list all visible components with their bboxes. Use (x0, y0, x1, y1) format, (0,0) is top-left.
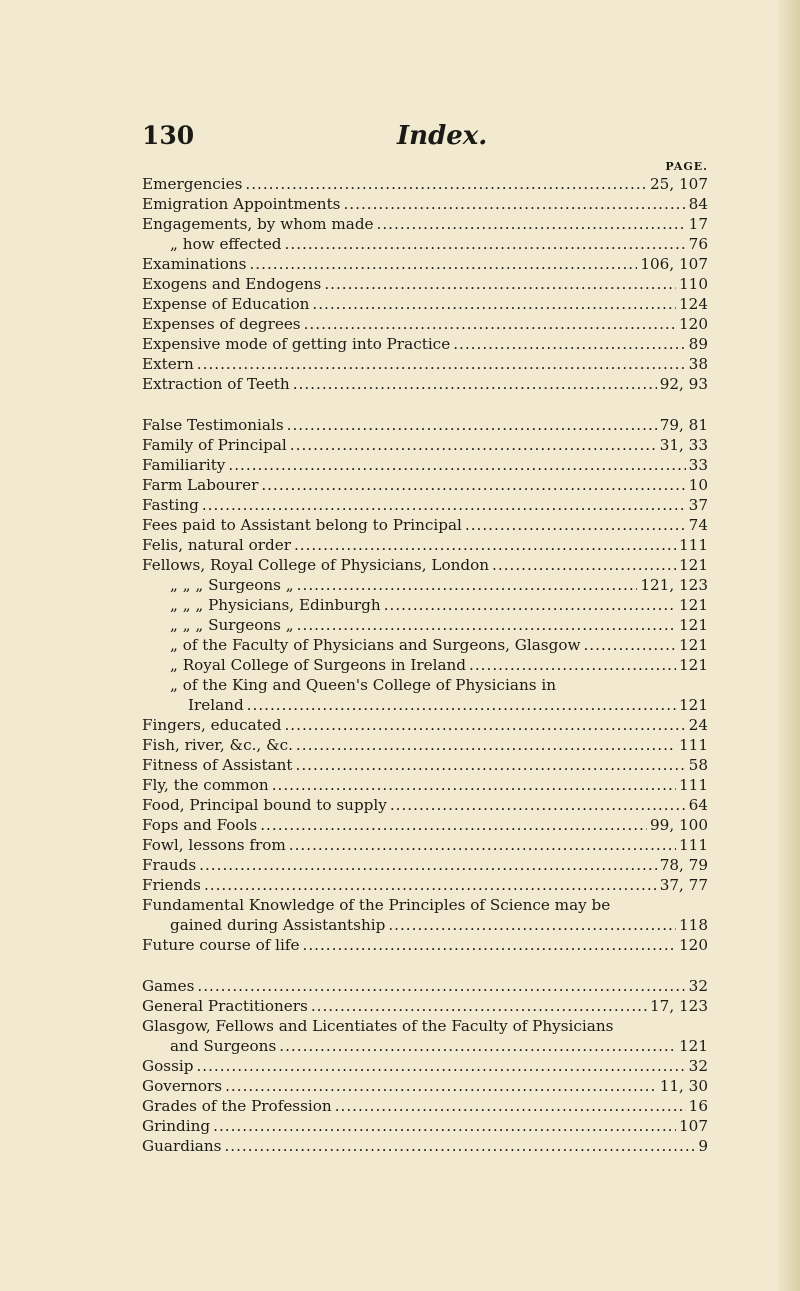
index-page-ref: 24 (688, 716, 708, 734)
index-entry-text: „ „ „ Surgeons „ (170, 576, 294, 594)
leader-dots (465, 515, 686, 535)
index-entry (142, 1116, 708, 1136)
leader-dots (384, 595, 676, 615)
index-entry (142, 715, 708, 735)
index-page-ref: 111 (679, 776, 708, 794)
index-entry-text: Grinding (142, 1117, 211, 1135)
index-entry (142, 855, 708, 875)
index-entry (142, 234, 708, 254)
index-page-ref: 121 (679, 556, 708, 574)
index-entry-text: Extraction of Teeth (142, 375, 290, 393)
index-entry-text: Gossip (142, 1057, 194, 1075)
leader-dots (290, 435, 657, 455)
index-entry-continuation: gained during Assistantship (170, 916, 386, 934)
index-entry (142, 374, 708, 394)
index-section (142, 976, 708, 1156)
index-entry-text: Fundamental Knowledge of the Principles of Science may be (142, 896, 611, 914)
leader-dots (224, 1136, 695, 1156)
leader-dots (204, 875, 657, 895)
index-entry-text: Food, Principal bound to supply (142, 796, 387, 814)
index-page-ref: 16 (688, 1097, 708, 1115)
index-entry (142, 455, 708, 475)
leader-dots (296, 755, 686, 775)
index-section (142, 415, 708, 955)
index-page-ref: 33 (688, 456, 708, 474)
leader-dots (294, 535, 676, 555)
index-entry (142, 735, 708, 755)
index-page-ref: 31, 33 (659, 436, 708, 454)
leader-dots (260, 815, 647, 835)
index-entry-text: Guardians (142, 1137, 222, 1155)
index-page-ref: 111 (679, 836, 708, 854)
index-entry (142, 835, 708, 855)
index-page-ref: 38 (688, 355, 708, 373)
index-entry-text: Examinations (142, 255, 247, 273)
index-entry-text: Friends (142, 876, 201, 894)
index-page-ref: 78, 79 (659, 856, 708, 874)
index-page-ref: 121 (679, 636, 708, 654)
index-page-ref: 121 (679, 1037, 708, 1055)
index-entry-text: Fingers, educated (142, 716, 282, 734)
index-page-ref: 92, 93 (659, 375, 708, 393)
index-page-ref: 74 (688, 516, 708, 534)
index-entry (142, 775, 708, 795)
index-page-ref: 121 (679, 696, 708, 714)
index-entry (142, 996, 708, 1016)
index-entry (142, 194, 708, 214)
index-entry (142, 1096, 708, 1116)
index-entry (142, 495, 708, 515)
index-entry (142, 294, 708, 314)
index-page-ref: 99, 100 (650, 816, 708, 834)
page-number: 130 (142, 121, 195, 150)
index-page-ref: 32 (688, 1057, 708, 1075)
index-entry-text: Fish, river, &c., &c. (142, 736, 293, 754)
index-entry-text: Fops and Fools (142, 816, 258, 834)
index-entry (142, 695, 708, 715)
page-edge (778, 0, 800, 1291)
leader-dots (388, 915, 676, 935)
index-entry-text: „ „ „ Surgeons „ (170, 616, 294, 634)
leader-dots (293, 374, 657, 394)
index-entry-text: Governors (142, 1077, 223, 1095)
index-page-ref: 37, 77 (659, 876, 708, 894)
index-entry (142, 555, 708, 575)
index-page-ref: 111 (679, 536, 708, 554)
index-page-ref: 17 (688, 215, 708, 233)
leader-dots (196, 1056, 685, 1076)
leader-dots (199, 855, 657, 875)
index-page-ref: 64 (688, 796, 708, 814)
leader-dots (297, 575, 638, 595)
index-entry (142, 815, 708, 835)
leader-dots (245, 174, 647, 194)
index-entry-continuation: Ireland (188, 696, 244, 714)
index-entry (142, 415, 708, 435)
leader-dots (297, 615, 676, 635)
index-entry (142, 915, 708, 935)
index-page-ref: 120 (679, 315, 708, 333)
index-page-ref: 121 (679, 656, 708, 674)
index-page-ref: 118 (679, 916, 708, 934)
index-entry (142, 435, 708, 455)
index-entry (142, 274, 708, 294)
leader-dots (249, 254, 637, 274)
index-entry (142, 595, 708, 615)
index-entry (142, 755, 708, 775)
leader-dots (469, 655, 676, 675)
index-entry (142, 515, 708, 535)
index-entry-text: Fowl, lessons from (142, 836, 286, 854)
index-entry (142, 655, 708, 675)
index-page-ref: 120 (679, 936, 708, 954)
index-entry-text: Family of Principal (142, 436, 287, 454)
index-entry-text: Glasgow, Fellows and Licentiates of the Faculty of Physicians (142, 1017, 614, 1035)
index-entry (142, 314, 708, 334)
index-entry (142, 475, 708, 495)
index-entry-text: Fasting (142, 496, 199, 514)
leader-dots (197, 976, 685, 996)
index-section (142, 174, 708, 394)
index-entry (142, 354, 708, 374)
index-page-ref: 32 (688, 977, 708, 995)
index-entry (142, 1136, 708, 1156)
index-entry-text: Engagements, by whom made (142, 215, 374, 233)
index-page-ref: 58 (688, 756, 708, 774)
index-entry (142, 535, 708, 555)
index-entry-text: Familiarity (142, 456, 226, 474)
index-entry (142, 575, 708, 595)
leader-dots (261, 475, 685, 495)
index-entry-text: Extern (142, 355, 194, 373)
leader-dots (377, 214, 686, 234)
index-page-ref: 121 (679, 596, 708, 614)
index-entry-text: Exogens and Endogens (142, 275, 322, 293)
leader-dots (390, 795, 686, 815)
index-entry-text: „ how effected (170, 235, 282, 253)
index-entry (142, 795, 708, 815)
index-entry-text: Grades of the Profession (142, 1097, 332, 1115)
index-page-ref: 110 (679, 275, 708, 293)
index-entry (142, 615, 708, 635)
index-page-ref: 111 (679, 736, 708, 754)
index-entry-text: Games (142, 977, 195, 995)
index-entry-text: Fees paid to Assistant belong to Principal (142, 516, 462, 534)
index-entries (142, 174, 708, 1156)
leader-dots (324, 274, 676, 294)
index-entry-text: Fitness of Assistant (142, 756, 293, 774)
leader-dots (296, 735, 676, 755)
leader-dots (343, 194, 685, 214)
leader-dots (225, 1076, 657, 1096)
running-header (142, 121, 712, 153)
index-entry-text: Expensive mode of getting into Practice (142, 335, 451, 353)
leader-dots (453, 334, 685, 354)
index-page-ref: 84 (688, 195, 708, 213)
leader-dots (311, 996, 647, 1016)
section-gap (142, 394, 708, 415)
index-page-ref: 10 (688, 476, 708, 494)
running-title: Index. (397, 121, 488, 151)
leader-dots (289, 835, 676, 855)
index-entry (142, 1056, 708, 1076)
leader-dots (304, 314, 676, 334)
index-entry-text: Fly, the common (142, 776, 269, 794)
leader-dots (202, 495, 686, 515)
index-entry-text: „ „ „ Physicians, Edinburgh (170, 596, 381, 614)
index-page-ref: 107 (679, 1117, 708, 1135)
index-page-ref: 17, 123 (650, 997, 708, 1015)
index-entry-text: Emergencies (142, 175, 243, 193)
index-page-ref: 106, 107 (640, 255, 708, 273)
index-page-ref: 11, 30 (659, 1077, 708, 1095)
index-entry (142, 254, 708, 274)
index-entry-text: Future course of life (142, 936, 300, 954)
index-page-ref: 37 (688, 496, 708, 514)
index-entry-text: „ of the King and Queen's College of Physicians in (170, 676, 556, 694)
index-entry-text: Expense of Education (142, 295, 310, 313)
leader-dots (279, 1036, 676, 1056)
index-page-ref: 79, 81 (659, 416, 708, 434)
index-entry-text: Emigration Appointments (142, 195, 341, 213)
leader-dots (303, 935, 677, 955)
leader-dots (213, 1116, 676, 1136)
index-entry (142, 1076, 708, 1096)
leader-dots (312, 294, 676, 314)
index-page-ref: 9 (698, 1137, 708, 1155)
index-page-ref: 124 (679, 295, 708, 313)
index-entry-text: False Testimonials (142, 416, 284, 434)
leader-dots (272, 775, 676, 795)
index-page-ref: 121 (679, 616, 708, 634)
leader-dots (492, 555, 676, 575)
index-entry-text: General Practitioners (142, 997, 308, 1015)
leader-dots (284, 715, 685, 735)
index-page-ref: 76 (688, 235, 708, 253)
index-entry-text: „ Royal College of Surgeons in Ireland (170, 656, 467, 674)
index-entry (142, 214, 708, 234)
index-page-ref: 121, 123 (640, 576, 708, 594)
index-entry (142, 334, 708, 354)
index-entry-text: Frauds (142, 856, 197, 874)
index-entry-text: Felis, natural order (142, 536, 291, 554)
index-page-ref: 25, 107 (650, 175, 708, 193)
leader-dots (197, 354, 686, 374)
index-entry-text: Expenses of degrees (142, 315, 301, 333)
index-entry (142, 976, 708, 996)
index-entry-text: Farm Labourer (142, 476, 259, 494)
index-entry (142, 174, 708, 194)
index-entry-continuation: and Surgeons (170, 1037, 277, 1055)
leader-dots (335, 1096, 686, 1116)
index-entry-text: „ of the Faculty of Physicians and Surgeons, Glasgow (170, 636, 581, 654)
index-page-ref: 89 (688, 335, 708, 353)
index-entry (142, 1036, 708, 1056)
leader-dots (287, 415, 657, 435)
leader-dots (583, 635, 676, 655)
page-column-label: PAGE. (665, 160, 708, 173)
index-entry (142, 875, 708, 895)
index-entry (142, 935, 708, 955)
section-gap (142, 955, 708, 976)
index-entry-text: Fellows, Royal College of Physicians, London (142, 556, 490, 574)
index-entry (142, 635, 708, 655)
leader-dots (285, 234, 686, 254)
leader-dots (228, 455, 685, 475)
leader-dots (247, 695, 676, 715)
